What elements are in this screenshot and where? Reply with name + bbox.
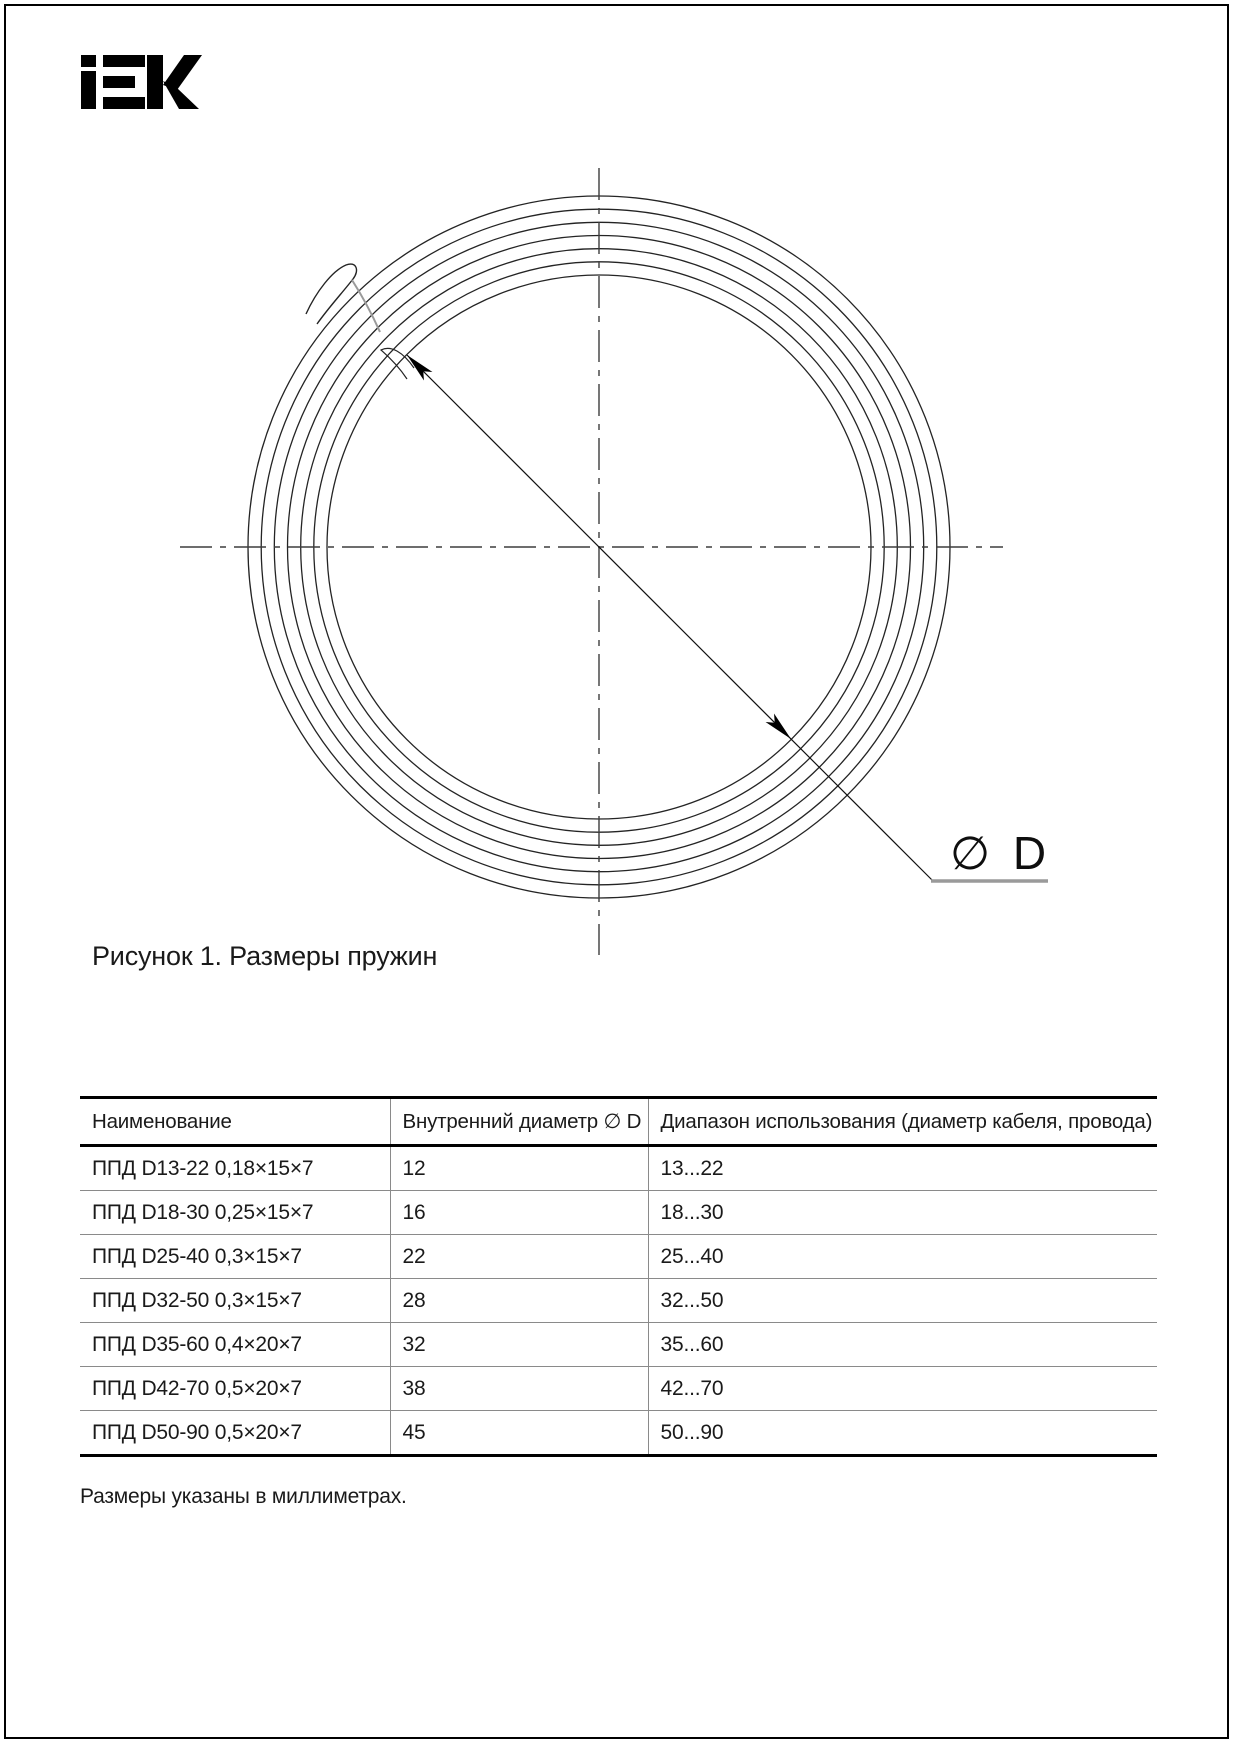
table-cell: ППД D32-50 0,3×15×7 [80, 1279, 390, 1323]
table-row [80, 1411, 1157, 1456]
diameter-label: ∅ D [950, 827, 1052, 879]
table-cell: 16 [390, 1191, 648, 1235]
table-cell: ППД D25-40 0,3×15×7 [80, 1235, 390, 1279]
table-cell: 28 [390, 1279, 648, 1323]
column-header-range: Диапазон использования (диаметр кабеля, провода) [648, 1098, 1157, 1146]
table-cell: ППД D18-30 0,25×15×7 [80, 1191, 390, 1235]
table-row [80, 1279, 1157, 1323]
table-cell: 42...70 [648, 1367, 1157, 1411]
table-row [80, 1367, 1157, 1411]
table-cell: 32 [390, 1323, 648, 1367]
spring-wire-end-tail [352, 280, 380, 332]
table-cell: ППД D35-60 0,4×20×7 [80, 1323, 390, 1367]
figure-caption: Рисунок 1. Размеры пружин [92, 941, 438, 971]
column-header-name: Наименование [80, 1098, 390, 1146]
units-note: Размеры указаны в миллиметрах. [80, 1485, 407, 1508]
table-body [80, 1146, 1157, 1456]
table-cell: 50...90 [648, 1411, 1157, 1456]
table-cell: 45 [390, 1411, 648, 1456]
table-cell: ППД D50-90 0,5×20×7 [80, 1411, 390, 1456]
table-cell: 35...60 [648, 1323, 1157, 1367]
table-header-row [80, 1098, 1157, 1146]
spring-wire-end-loop [306, 264, 357, 324]
table-cell: 32...50 [648, 1279, 1157, 1323]
table-row [80, 1323, 1157, 1367]
table-row [80, 1235, 1157, 1279]
table-row [80, 1146, 1157, 1191]
table-cell: ППД D42-70 0,5×20×7 [80, 1367, 390, 1411]
table-cell: 25...40 [648, 1235, 1157, 1279]
column-header-diameter: Внутренний диаметр ∅ D [390, 1098, 648, 1146]
table-cell: 13...22 [648, 1146, 1157, 1191]
table-cell: 18...30 [648, 1191, 1157, 1235]
table-cell: ППД D13-22 0,18×15×7 [92, 1156, 314, 1180]
table-cell: 12 [390, 1146, 648, 1191]
dimensions-table [80, 1096, 1157, 1457]
table-row [80, 1191, 1157, 1235]
table-cell: 22 [390, 1235, 648, 1279]
table-cell: 38 [390, 1367, 648, 1411]
